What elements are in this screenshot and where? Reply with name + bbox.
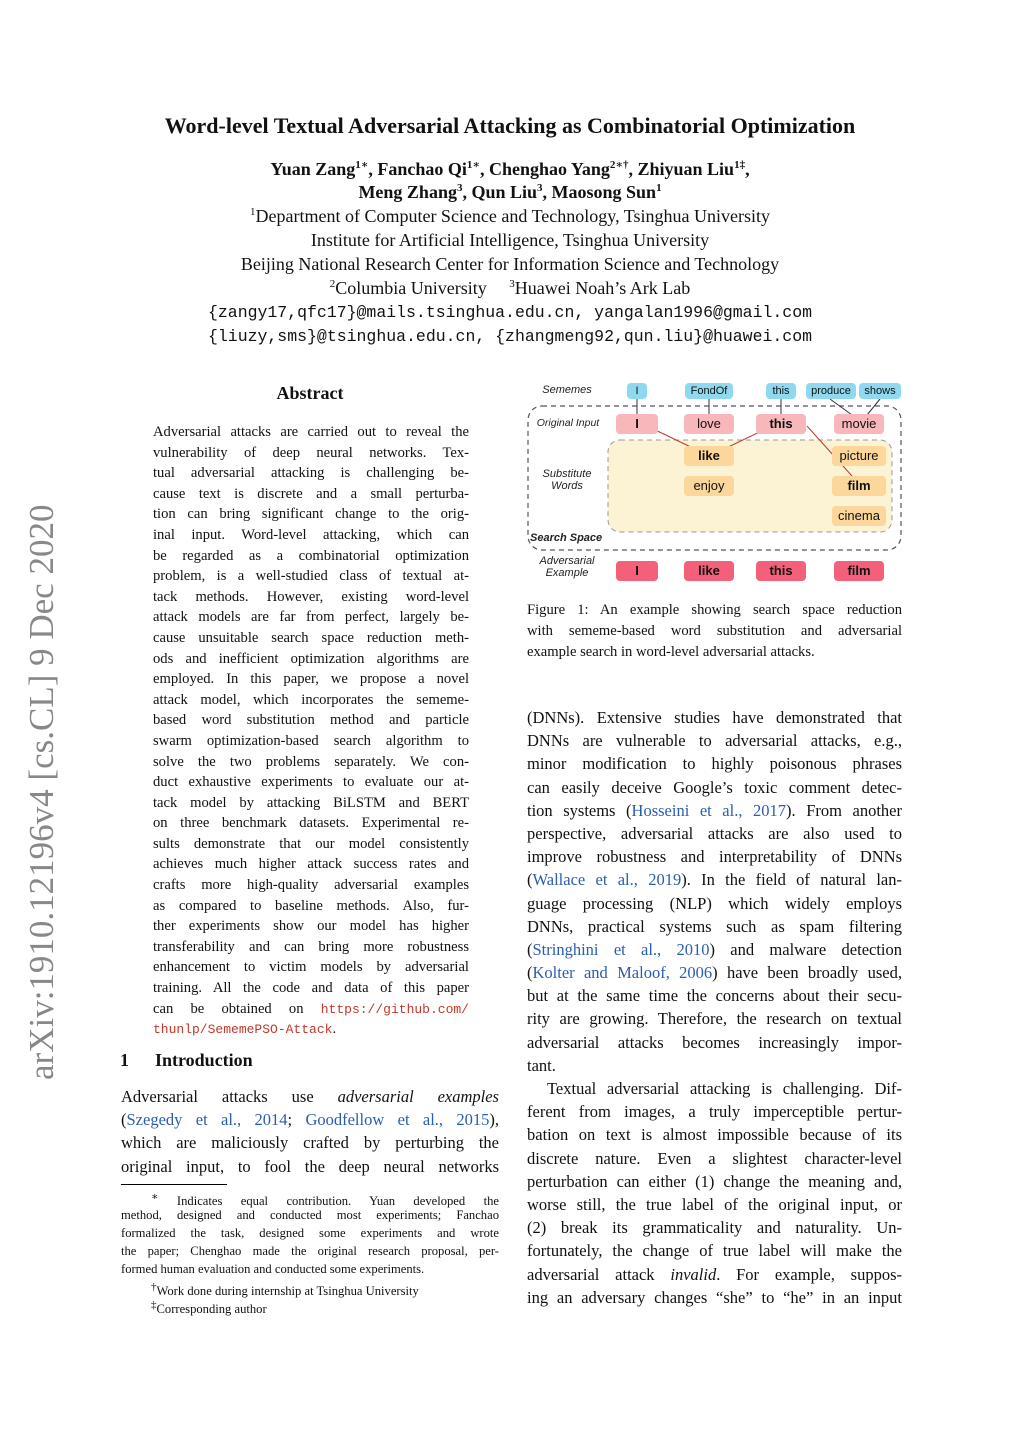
footnote-line [121, 1296, 499, 1317]
text-line: (DNNs). Extensive studies have demonstrated that [527, 708, 902, 727]
text-line: original input, to fool the deep neural networks [121, 1156, 499, 1176]
text-line: fortunately, the change of true label will make the [527, 1241, 902, 1261]
abstract-line: enhancement to victim models by adversarial [153, 959, 469, 976]
footnote-line: the paper; Chenghao made the original research proposal, per- [121, 1244, 499, 1258]
label-search-space: Search Space [530, 532, 603, 544]
text-line: ferent from images, a truly imperceptible pertur- [527, 1102, 902, 1122]
text-line: ing an adversary changes “she” to “he” in an input [527, 1287, 902, 1307]
abstract-line: tack methods. However, existing word-level [153, 588, 469, 605]
abstract-line: achieves much higher attack success rates and [153, 856, 469, 873]
abstract-line: cause text is discrete and a small perturba- [153, 485, 469, 502]
affiliation-3: Beijing National Research Center for Information Science and Technology [240, 254, 780, 274]
citation-link[interactable]: Goodfellow et al., 2015 [305, 1110, 490, 1130]
author: Meng Zhang [358, 182, 457, 202]
abstract-line: crafts more high-quality adversarial examples [153, 877, 469, 894]
abstract-line: employed. In this paper, we propose a novel [153, 671, 469, 688]
text-line: can easily deceive Google’s toxic comment detec- [527, 777, 902, 797]
text-line [121, 1085, 499, 1108]
text-line [527, 799, 902, 822]
text-line: but at the same time the concerns about their secu- [527, 986, 902, 1006]
abstract-line: attack models are far from perfect, largely be- [153, 609, 469, 626]
footnote-line: formed human evaluation and conducted some experiments. [121, 1262, 425, 1276]
text: ). In the field of natural lan- [681, 870, 903, 890]
text-line [527, 1263, 902, 1286]
author-mark: 2∗† [609, 159, 629, 171]
substitute-box: like [684, 446, 734, 466]
text: tion systems ( [527, 800, 632, 820]
abstract-line: problem, is a well-studied class of textual at- [153, 568, 469, 585]
email-line-2: {liuzy,sms}@tsinghua.edu.cn, {zhangmeng92,qun.liu}@huawei.com [208, 327, 812, 346]
email-line-1: {zangy17,qfc17}@mails.tsinghua.edu.cn, yangalan1996@gmail.com [208, 303, 812, 322]
author-mark: 1∗ [466, 159, 481, 171]
word-box: I [616, 414, 658, 434]
arxiv-watermark: arXiv:1910.12196v4 [cs.CL] 9 Dec 2020 [22, 504, 61, 1080]
text-line: perspective, adversarial attacks are also used to [527, 823, 902, 843]
footnote-mark: ∗ [151, 1191, 159, 1203]
text: ( [527, 870, 533, 890]
affiliation-text: Columbia University [335, 278, 487, 298]
section-number: 1 [120, 1050, 129, 1070]
text-line: improve robustness and interpretability of DNNs [527, 847, 902, 867]
author: Qun Liu [471, 182, 538, 202]
connector [867, 399, 880, 415]
text-line [527, 961, 902, 984]
substitute-box: enjoy [684, 476, 734, 496]
adversarial-box: this [756, 561, 806, 581]
footnote-line: formalized the task, designed some experiments and wrote [121, 1226, 499, 1240]
text-line [121, 1108, 499, 1131]
text: . For example, suppos- [716, 1264, 903, 1284]
affiliation-mark: 3 [509, 278, 515, 290]
word-box: love [684, 414, 734, 434]
abstract-line: training. All the code and data of this paper [153, 980, 469, 997]
adversarial-box: film [834, 561, 884, 581]
author-mark: 1‡ [734, 159, 746, 171]
citation-link[interactable]: Stringhini et al., 2010 [532, 939, 710, 959]
citation-link[interactable]: Wallace et al., 2019 [532, 870, 682, 890]
text-line: which are maliciously crafted by perturbing the [121, 1133, 499, 1153]
abstract-line: tack model by attacking BiLSTM and BERT [153, 794, 469, 811]
footnote-line: method, designed and conducted most experiments; Fanchao [121, 1208, 499, 1222]
abstract-text: can be obtained on [153, 1000, 304, 1017]
author: Zhiyuan Liu [637, 159, 735, 179]
author-line-1: Yuan Zang$^{1∗}$, Fanchao $Qi^{1∗}$, Chenghao Yang$^{2∗\dagger}$, Zhiyuan Liu$^{1\ddagger}$, [270, 159, 750, 179]
text-line: adversarial attacks becomes increasingly impor- [527, 1032, 902, 1052]
abstract-line: vulnerability of deep neural networks. Tex- [153, 444, 469, 461]
text: adversarial attack [527, 1264, 655, 1284]
paper-title: Word-level Textual Adversarial Attacking as Combinatorial Optimization [164, 113, 856, 138]
footnote-text: Corresponding author [156, 1302, 267, 1317]
sememe-tag: shows [859, 383, 901, 399]
text-line: guage processing (NLP) which widely employs [527, 893, 902, 913]
text-line: (2) break its grammaticality and naturality. Un- [527, 1218, 902, 1238]
citation-link[interactable]: Kolter and Maloof, 2006 [532, 963, 713, 983]
text: ( [121, 1110, 127, 1130]
adversarial-box: I [616, 561, 658, 581]
intro-right-column [527, 706, 902, 1309]
author: Yuan Zang [270, 159, 356, 179]
footnote-mark: † [151, 1281, 157, 1293]
abstract-line: duct exhaustive experiments to evaluate our at- [153, 774, 469, 791]
footnote-text: Indicates equal contribution. Yuan developed the [176, 1194, 499, 1209]
section-heading-introduction [120, 1050, 253, 1071]
intro-paragraph [121, 1085, 499, 1178]
affiliation-mark: 2 [329, 278, 336, 290]
text: ) have been broadly used, [712, 963, 902, 983]
text: ( [527, 939, 533, 959]
footnote-line [121, 1278, 499, 1299]
abstract-line: attack model, which incorporates the sememe- [153, 691, 469, 708]
abstract-line: solve the two problems separately. We con- [153, 753, 469, 770]
code-link[interactable]: https://github.com/ [320, 1001, 469, 1017]
author: Maosong Sun [551, 182, 657, 202]
author-line-2: Meng Zhang$^3$, Qun Liu$^3$, Maosong Sun$^1$ [358, 182, 662, 202]
abstract-line: on three benchmark datasets. Experimental re- [153, 815, 469, 832]
affiliation-1 [0, 206, 1020, 227]
abstract-line: tual adversarial attacking is challenging be- [153, 465, 469, 482]
caption-line: example search in word-level adversarial attacks. [527, 643, 815, 660]
abstract-line: as compared to baseline methods. Also, fur- [153, 897, 469, 914]
abstract-line [153, 1019, 469, 1040]
citation-link[interactable]: Szegedy et al., 2014 [126, 1110, 288, 1130]
abstract-line: ther experiments show our model has higher [153, 918, 469, 935]
abstract-line: based word substitution method and particle [153, 712, 469, 729]
abstract-text: . [332, 1021, 337, 1038]
author-mark: 3 [456, 182, 463, 194]
footnote-rule [121, 1184, 227, 1185]
citation-link[interactable]: Hosseini et al., 2017 [631, 800, 787, 820]
author: Chenghao Yang [489, 159, 610, 179]
section-title: Introduction [155, 1050, 253, 1070]
author-mark: 1∗ [355, 159, 369, 171]
text: ). From another [786, 800, 902, 820]
label-substitute-words: Substitute Words [542, 468, 592, 492]
figure-caption [527, 600, 902, 662]
connector [830, 399, 852, 415]
abstract-line [153, 999, 469, 1020]
sememe-tag: produce [806, 383, 856, 399]
abstract-line: tion can bring significant change to the orig- [153, 506, 469, 523]
text-line [527, 938, 902, 961]
text-line [527, 868, 902, 891]
abstract-line: transferability and can bring more robustness [153, 938, 469, 955]
affiliation-text: Huawei Noah’s Ark Lab [514, 278, 691, 298]
sememe-tag: this [766, 383, 796, 399]
emphasis: invalid [670, 1264, 717, 1284]
caption-line: Figure 1: An example showing search space reduction [527, 602, 902, 618]
abstract-line: be regarded as a combinatorial optimization [153, 547, 469, 564]
text-line: tant. [527, 1055, 556, 1075]
text-line: bation on text is almost impossible because of its [527, 1125, 902, 1145]
author-mark: 3 [537, 182, 543, 194]
text: Adversarial attacks use [121, 1087, 314, 1106]
footnotes [121, 1188, 499, 1317]
text: ; [287, 1110, 306, 1130]
sememe-tag: I [627, 383, 647, 399]
footnote-text: Work done during internship at Tsinghua University [156, 1284, 419, 1299]
text-line: worse still, the true label of the original input, or [527, 1194, 902, 1214]
word-box: this [756, 414, 806, 434]
code-link[interactable]: thunlp/SememePSO-Attack [153, 1022, 333, 1038]
substitute-box: picture [832, 446, 886, 466]
text-line: perturbation can either (1) change the meaning and, [527, 1171, 902, 1191]
caption-line: with sememe-based word substitution and adversarial [527, 622, 902, 639]
text-line: DNNs are vulnerable to adversarial attacks, e.g., [527, 731, 902, 751]
text-line: minor modification to highly poisonous phrases [527, 754, 902, 774]
abstract-heading: Abstract [276, 383, 344, 403]
author: Fanchao Qi [377, 159, 467, 179]
text: ( [527, 963, 533, 983]
label-sememes: Sememes [542, 384, 592, 396]
text: ), [489, 1110, 499, 1130]
abstract-body [153, 422, 469, 1040]
label-original-input: Original Input [536, 417, 600, 429]
substitute-box: cinema [832, 506, 886, 526]
abstract-line: swarm optimization-based search algorithm to [153, 732, 469, 749]
affiliation-text: Department of Computer Science and Technology, Tsinghua University [255, 206, 771, 226]
abstract-line: ods and inefficient optimization algorithms are [153, 650, 469, 667]
text-line: rity are growing. Therefore, the research on textual [527, 1009, 902, 1029]
affiliation-4 [0, 278, 1020, 299]
footnote-mark: ‡ [151, 1299, 157, 1311]
footnote-line [121, 1188, 499, 1209]
substitute-box: film [832, 476, 886, 496]
affiliation-2: Institute for Artificial Intelligence, Tsinghua University [310, 230, 710, 250]
abstract-line: Adversarial attacks are carried out to reveal the [153, 424, 469, 440]
word-box: movie [834, 414, 884, 434]
abstract-line: inal input. Word-level attacking, which can [153, 526, 469, 543]
text-line: DNNs, practical systems such as spam filtering [527, 916, 902, 936]
figure-1 [522, 378, 912, 588]
abstract-line: sults demonstrate that our model consistently [153, 835, 469, 852]
text-line: discrete nature. Even a slightest character-level [527, 1148, 902, 1168]
text: ) and malware detection [709, 939, 903, 959]
sememe-tag: FondOf [685, 383, 733, 399]
label-adversarial-example: Adversarial Example [539, 555, 595, 579]
emphasis: adversarial examples [337, 1087, 499, 1106]
abstract-line: cause unsuitable search space reduction meth- [153, 629, 469, 646]
author-mark: 1 [656, 182, 662, 194]
text-line: Textual adversarial attacking is challenging. Dif- [547, 1079, 902, 1098]
adversarial-box: like [684, 561, 734, 581]
affiliation-mark: 1 [249, 206, 256, 218]
